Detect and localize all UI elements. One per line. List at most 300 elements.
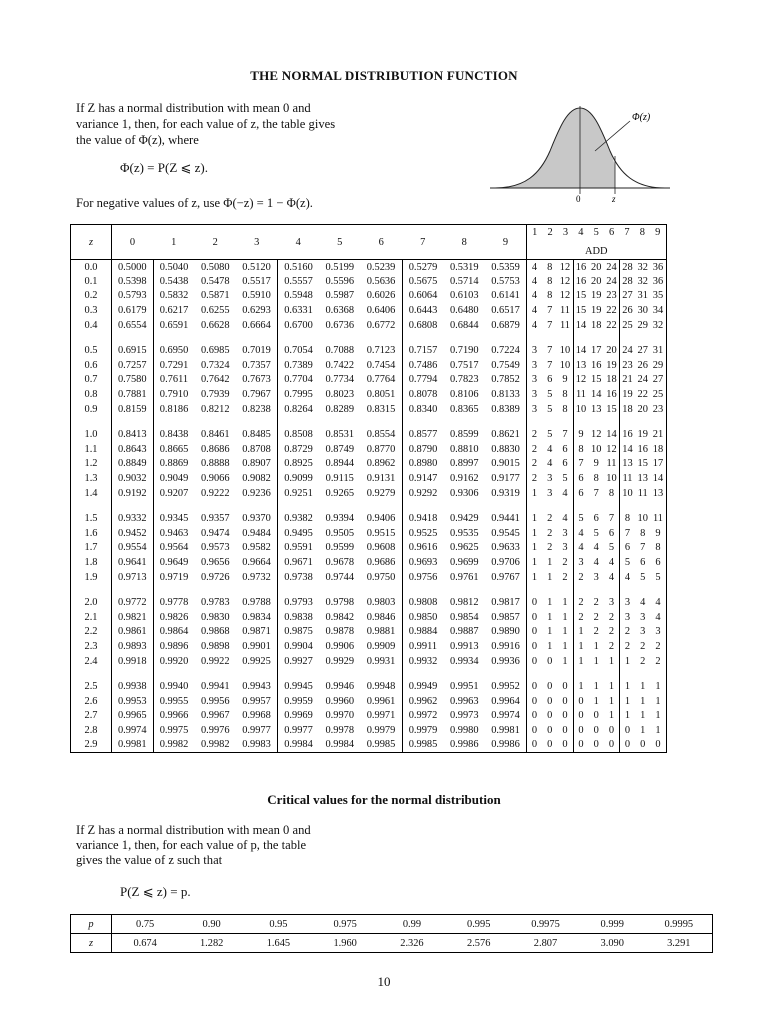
add-value: 2 [593,626,599,638]
add-value: 1 [640,724,646,736]
add-value: 20 [591,275,602,287]
add-value: 3 [562,527,568,539]
phi-value: 0.9633 [485,541,527,556]
add-value: 4 [531,319,538,331]
phi-value: 0.5239 [366,261,396,273]
critical-z-value: 2.807 [533,937,558,949]
zero-label: 0 [576,194,581,204]
phi-value: 0.8770 [366,443,396,455]
phi-value: 0.9963 [449,695,479,707]
phi-value: 0.5398 [117,275,147,287]
phi-value: 0.5199 [325,261,355,273]
add-value: 0 [620,738,636,753]
critical-z-row [71,934,713,953]
phi-value: 0.8340 [402,402,444,417]
phi-value: 0.8907 [242,458,271,470]
phi-value: 0.9656 [200,556,230,568]
phi-value: 0.8665 [153,442,195,457]
phi-value: 0.9671 [278,555,320,570]
phi-value: 0.8554 [366,429,396,441]
row-z-value: 1.4 [71,486,112,501]
phi-value: 0.7224 [485,332,527,358]
add-value: 0 [531,640,538,652]
phi-value: 0.5359 [485,260,527,275]
phi-value: 0.6103 [449,290,479,302]
add-value: 1 [547,626,553,638]
add-value: 0 [562,681,568,693]
add-value: 2 [573,610,589,625]
table-row [71,442,667,457]
intro-line-2: variance 1, then, for each value of z, the table gives [76,117,336,131]
phi-value: 0.8888 [200,458,230,470]
phi-value: 0.8599 [449,429,479,441]
phi-value: 0.5714 [449,275,479,287]
add-value: 10 [606,473,617,485]
row-z-value: 0.6 [71,358,112,373]
row-z-value: 1.8 [71,555,112,570]
add-value: 11 [559,319,570,331]
page-number: 10 [377,974,391,989]
phi-value: 0.7257 [117,359,147,371]
phi-value: 0.9932 [402,654,444,669]
phi-value: 0.9817 [485,584,527,610]
phi-value: 0.9955 [153,694,195,709]
add-value: 31 [651,332,667,358]
phi-value: 0.9973 [449,710,479,722]
add-value: 1 [620,694,636,709]
add-value: 29 [651,358,667,373]
z-label: z [612,194,616,204]
critical-z-label: z [71,934,112,953]
phi-value: 0.9898 [200,640,230,652]
phi-value: 0.9495 [278,526,320,541]
phi-value: 0.9082 [242,473,271,485]
phi-value: 0.6141 [485,289,527,304]
phi-value: 0.9778 [153,584,195,610]
phi-value: 0.9162 [449,473,479,485]
phi-value: 0.6480 [449,305,479,317]
add-value: 1 [620,668,636,694]
phi-value: 0.9976 [200,724,230,736]
add-value: 1 [620,654,636,669]
row-z-value: 2.4 [71,654,112,669]
phi-value: 0.9964 [485,694,527,709]
phi-value: 0.8051 [366,389,396,401]
phi-value: 0.7823 [449,374,479,386]
add-value: 1 [562,611,568,623]
table-row [71,555,667,570]
add-value: 0 [547,724,553,736]
phi-value: 0.8186 [153,402,195,417]
phi-value: 0.6217 [153,303,195,318]
table-row [71,289,667,304]
table-row [71,358,667,373]
phi-value: 0.6517 [485,303,527,318]
add-value: 18 [620,402,636,417]
table-row [71,486,667,501]
phi-value: 0.9649 [153,555,195,570]
phi-value: 0.9783 [200,597,230,609]
phi-value: 0.9382 [278,500,320,526]
phi-value: 0.9936 [485,654,527,669]
phi-value: 0.9808 [402,584,444,610]
phi-value: 0.9834 [242,611,271,623]
table-row [71,416,667,442]
add-header-7: 7 [624,227,630,238]
phi-value: 0.7939 [200,389,230,401]
add-value: 3 [531,403,538,415]
add-value: 10 [559,345,571,357]
phi-value: 0.9981 [485,723,527,738]
critical-p-value: 0.75 [112,915,179,934]
critical-line-2: variance 1, then, for each value of p, the table [76,838,307,852]
phi-value: 0.7910 [153,387,195,402]
phi-value: 0.9967 [200,710,230,722]
add-value: 1 [562,655,568,667]
add-value: 9 [651,526,667,541]
add-value: 0 [558,738,574,753]
add-value: 27 [651,373,667,388]
add-value: 1 [573,625,589,640]
phi-value: 0.9846 [366,611,396,623]
add-value: 1 [531,487,538,499]
add-value: 24 [637,374,648,386]
phi-value: 0.9279 [366,487,396,499]
add-value: 2 [547,527,553,539]
phi-value: 0.9868 [200,626,230,638]
add-value: 6 [547,374,553,386]
add-value: 2 [608,611,615,623]
critical-line-3: gives the value of z such that [76,853,223,867]
phi-value: 0.5438 [153,274,195,289]
add-value: 12 [591,429,602,441]
add-value: 2 [573,570,589,585]
shaded-area [495,108,615,188]
phi-value: 0.8577 [402,416,444,442]
add-value: 10 [559,359,571,371]
add-value: 27 [637,345,648,357]
row-z-value: 0.4 [71,318,112,333]
add-value: 3 [531,374,538,386]
add-value: 1 [531,527,538,539]
phi-value: 0.9732 [242,571,271,583]
phi-value: 0.9744 [325,571,355,583]
phi-value: 0.9952 [485,668,527,694]
phi-value: 0.9678 [325,556,355,568]
add-value: 1 [651,723,667,738]
add-value: 23 [606,290,617,302]
critical-p-value: 0.9995 [646,915,713,934]
add-value: 14 [573,332,589,358]
add-value: 0 [531,710,538,722]
add-value: 24 [606,275,617,287]
phi-value: 0.9251 [278,486,320,501]
intro-line-1: If Z has a normal distribution with mean 0 and [76,101,311,115]
phi-value: 0.5636 [366,275,396,287]
add-header-2: 2 [547,227,553,238]
phi-value: 0.9881 [366,626,396,638]
add-value: 5 [593,527,599,539]
phi-value: 0.9893 [117,640,147,652]
phi-value: 0.7486 [402,358,444,373]
phi-value: 0.9861 [117,626,147,638]
add-value: 3 [620,584,636,610]
table-row [71,738,667,753]
phi-value: 0.9535 [449,527,479,539]
phi-value: 0.9370 [242,513,271,525]
phi-value: 0.6406 [366,305,396,317]
phi-value: 0.9857 [485,610,527,625]
add-value: 15 [573,289,589,304]
row-z-value: 2.8 [71,723,112,738]
phi-value: 0.9115 [325,473,354,485]
phi-value: 0.6915 [117,345,147,357]
critical-z-value: 3.291 [667,937,691,949]
phi-value: 0.9986 [444,738,486,753]
add-value: 8 [562,389,568,401]
table-row [71,500,667,526]
phi-value: 0.7673 [242,374,271,386]
phi-value: 0.9554 [117,542,147,554]
add-value: 1 [573,668,589,694]
phi-value: 0.6064 [402,289,444,304]
phi-value: 0.5793 [117,290,147,302]
table-row [71,709,667,724]
phi-value: 0.7549 [485,358,527,373]
table-row [71,402,667,417]
phi-value: 0.8413 [117,429,147,441]
add-value: 8 [573,442,589,457]
add-value: 4 [547,443,553,455]
add-header-3: 3 [562,227,569,238]
phi-value: 0.7764 [366,374,396,386]
add-value: 11 [637,487,648,499]
add-value: 1 [531,556,538,568]
table-row [71,303,667,318]
add-header-5: 5 [593,227,599,238]
phi-value: 0.9192 [117,487,147,499]
phi-value: 0.9750 [366,571,396,583]
table-row [71,625,667,640]
add-value: 19 [591,290,602,302]
header-z: z [71,225,112,260]
add-value: 7 [547,359,553,371]
phi-value: 0.9292 [402,486,444,501]
phi-value: 0.9979 [402,723,444,738]
phi-value: 0.5871 [200,290,230,302]
phi-value: 0.9641 [117,556,147,568]
add-value: 15 [591,374,602,386]
phi-value: 0.9925 [242,655,271,667]
phi-value: 0.9906 [325,640,355,652]
phi-value: 0.9980 [449,724,479,736]
phi-value: 0.9929 [325,655,355,667]
row-z-value: 2.3 [71,639,112,654]
phi-value: 0.9962 [402,694,444,709]
phi-value: 0.8238 [242,403,271,415]
add-value: 18 [591,319,602,331]
phi-value: 0.9345 [153,500,195,526]
header-col-1: 1 [153,225,195,260]
add-value: 0 [531,597,538,609]
header-col-0: 0 [112,225,154,260]
phi-value: 0.6985 [200,345,230,357]
table-header-row [71,225,667,260]
add-label: ADD [584,246,608,257]
phi-value: 0.9960 [325,695,355,707]
phi-value: 0.9972 [402,709,444,724]
phi-value: 0.9015 [485,457,527,472]
add-value: 30 [637,305,648,317]
phi-value: 0.9772 [117,597,147,609]
phi-value: 0.9032 [117,473,147,485]
phi-value: 0.8869 [153,457,195,472]
critical-p-label: p [71,915,112,934]
add-value: 5 [620,555,636,570]
phi-value: 0.8508 [278,416,320,442]
phi-value: 0.8944 [325,458,355,470]
add-value: 0 [620,723,636,738]
phi-value: 0.6664 [242,319,271,331]
header-col-3: 3 [236,225,278,260]
add-value: 13 [637,473,648,485]
phi-value: 0.8621 [485,416,527,442]
phi-value: 0.9147 [402,471,444,486]
add-value: 1 [547,611,553,623]
phi-value: 0.9573 [200,542,230,554]
add-value: 1 [547,597,553,609]
critical-p-row [71,915,713,934]
phi-value: 0.8980 [402,457,444,472]
table-row [71,274,667,289]
add-value: 0 [573,723,589,738]
phi-value: 0.9838 [278,610,320,625]
row-z-value: 0.5 [71,332,112,358]
phi-value: 0.7852 [485,373,527,388]
phi-value: 0.9236 [242,487,271,499]
table-row [71,694,667,709]
add-value: 2 [547,513,553,525]
phi-value: 0.6331 [278,303,320,318]
add-value: 26 [620,303,636,318]
add-value: 1 [608,655,615,667]
phi-value: 0.6293 [242,305,271,317]
phi-value: 0.9938 [117,681,147,693]
add-value: 9 [593,458,599,470]
phi-value: 0.6591 [153,318,195,333]
add-value: 36 [651,274,667,289]
phi-value: 0.9803 [366,597,396,609]
phi-value: 0.9418 [402,500,444,526]
add-value: 2 [593,611,599,623]
phi-value: 0.8830 [485,442,527,457]
table-row [71,471,667,486]
phi-value: 0.5319 [449,261,479,273]
phi-value: 0.8078 [402,387,444,402]
phi-value: 0.8790 [402,442,444,457]
add-value: 0 [593,710,599,722]
add-value: 1 [531,542,538,554]
phi-value: 0.9971 [366,710,396,722]
phi-value: 0.9693 [402,555,444,570]
phi-value: 0.5517 [242,275,271,287]
phi-value: 0.5675 [402,274,444,289]
critical-z-value: 3.090 [600,937,624,949]
phi-value: 0.6026 [366,290,396,302]
critical-p-value: 0.995 [445,915,512,934]
phi-value: 0.9830 [200,611,230,623]
header-col-7: 7 [402,225,444,260]
row-z-value: 2.9 [71,738,112,753]
add-value: 2 [620,639,636,654]
phi-value: 0.7454 [366,359,396,371]
phi-value: 0.8686 [200,443,230,455]
header-col-6: 6 [361,225,403,260]
add-header-1: 1 [532,227,538,238]
add-value: 8 [640,527,646,539]
phi-value: 0.9726 [200,571,230,583]
phi-value: 0.7734 [325,374,355,386]
phi-value: 0.5478 [200,275,230,287]
add-value: 19 [591,305,602,317]
add-value: 4 [640,597,646,609]
add-value: 0 [542,738,558,753]
table-row [71,570,667,585]
phi-value: 0.5832 [153,289,195,304]
phi-value: 0.9582 [242,542,271,554]
add-value: 0 [573,694,589,709]
add-value: 3 [547,473,553,485]
add-value: 1 [593,695,599,707]
phi-value: 0.9983 [236,738,278,753]
phi-value: 0.9049 [153,471,195,486]
phi-value: 0.9977 [242,724,271,736]
add-value: 7 [593,487,599,499]
add-value: 0 [531,611,538,623]
add-value: 25 [620,318,636,333]
add-value: 1 [593,681,599,693]
add-value: 11 [651,500,667,526]
add-value: 6 [562,458,568,470]
row-z-value: 0.9 [71,402,112,417]
add-value: 6 [562,443,568,455]
add-value: 0 [547,681,553,693]
phi-value: 0.9864 [153,625,195,640]
phi-value: 0.7881 [117,389,147,401]
add-value: 12 [559,261,571,273]
add-value: 1 [651,668,667,694]
phi-value: 0.9713 [117,571,147,583]
add-value: 16 [591,359,602,371]
phi-value: 0.9884 [402,625,444,640]
critical-values-table [70,914,713,953]
phi-value: 0.8133 [485,387,527,402]
add-value: 19 [606,359,617,371]
add-value: 4 [531,305,538,317]
add-value: 1 [593,655,599,667]
phi-value: 0.8438 [153,416,195,442]
add-value: 7 [608,513,615,525]
row-z-value: 0.1 [71,274,112,289]
phi-value: 0.9985 [402,738,444,753]
add-value: 10 [573,402,589,417]
add-value: 6 [573,486,589,501]
critical-values-title: Critical values for the normal distribution [267,792,501,807]
row-z-value: 1.3 [71,471,112,486]
add-value: 6 [640,556,646,568]
add-value: 1 [547,571,553,583]
add-value: 8 [547,290,553,302]
